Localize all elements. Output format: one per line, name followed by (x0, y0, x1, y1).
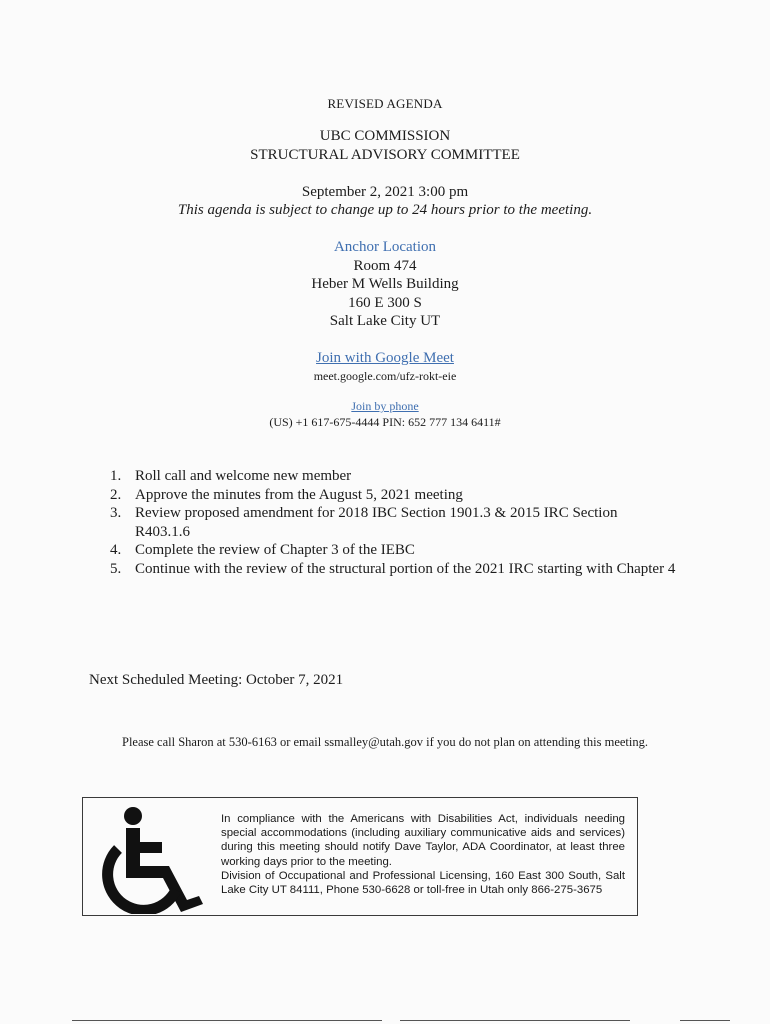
attendance-contact-note: Please call Sharon at 530-6163 or email ssmalley@utah.gov if you do not plan on attending this meeting. (122, 735, 648, 749)
ada-notice-text (221, 812, 625, 897)
location-city: Salt Lake City UT (329, 313, 441, 329)
phone-number: (US) +1 617-675-4444 PIN: 652 777 134 6411# (269, 415, 501, 429)
ada-notice-paragraph: In compliance with the Americans with Disabilities Act, individuals needing special accommodations (including auxiliary communicative aids and services) during this meeting should notify Dave Taylor, ADA Coordinator, at least three working days prior to the meeting. (221, 813, 625, 868)
location-room: Room 474 (353, 258, 417, 274)
dopl-address-paragraph: Division of Occupational and Professional Licensing, 160 East 300 South, Salt Lake City UT 84111, Phone 530-6628 or toll-free in Utah only 866-275-3675 (221, 869, 625, 897)
footer-rule (400, 1020, 630, 1021)
google-meet-url: meet.google.com/ufz-rokt-eie (313, 369, 457, 383)
join-by-phone-link[interactable]: Join by phone (351, 399, 419, 413)
footer-rule (72, 1020, 382, 1021)
revised-agenda-label: REVISED AGENDA (327, 96, 443, 111)
agenda-list (110, 467, 710, 578)
next-meeting (89, 672, 343, 689)
commission-title: UBC COMMISSION (319, 128, 451, 144)
next-meeting-date: October 7, 2021 (246, 672, 344, 688)
google-meet-link[interactable]: Join with Google Meet (316, 350, 454, 366)
next-meeting-label: Next Scheduled Meeting: (89, 672, 243, 688)
ada-notice-box (82, 797, 638, 916)
agenda-change-notice: This agenda is subject to change up to 24 hours prior to the meeting. (177, 202, 593, 218)
location-street: 160 E 300 S (348, 295, 422, 311)
meeting-datetime: September 2, 2021 3:00 pm (301, 184, 469, 200)
agenda-item: 4. Complete the review of Chapter 3 of the IEBC (110, 542, 415, 558)
committee-title: STRUCTURAL ADVISORY COMMITTEE (250, 147, 520, 163)
anchor-location-heading: Anchor Location (333, 239, 437, 255)
wheelchair-accessibility-icon (91, 804, 211, 914)
agenda-item: 1. Roll call and welcome new member (110, 468, 352, 484)
location-building: Heber M Wells Building (311, 276, 459, 292)
footer-rule (680, 1020, 730, 1021)
agenda-item: 3. Review proposed amendment for 2018 IBC Section 1901.3 & 2015 IRC Section R403.1.6 (110, 505, 618, 540)
agenda-item: 2. Approve the minutes from the August 5, 2021 meeting (110, 486, 463, 503)
agenda-item: 5. Continue with the review of the structural portion of the 2021 IRC starting with Chapter 4 (110, 560, 676, 577)
